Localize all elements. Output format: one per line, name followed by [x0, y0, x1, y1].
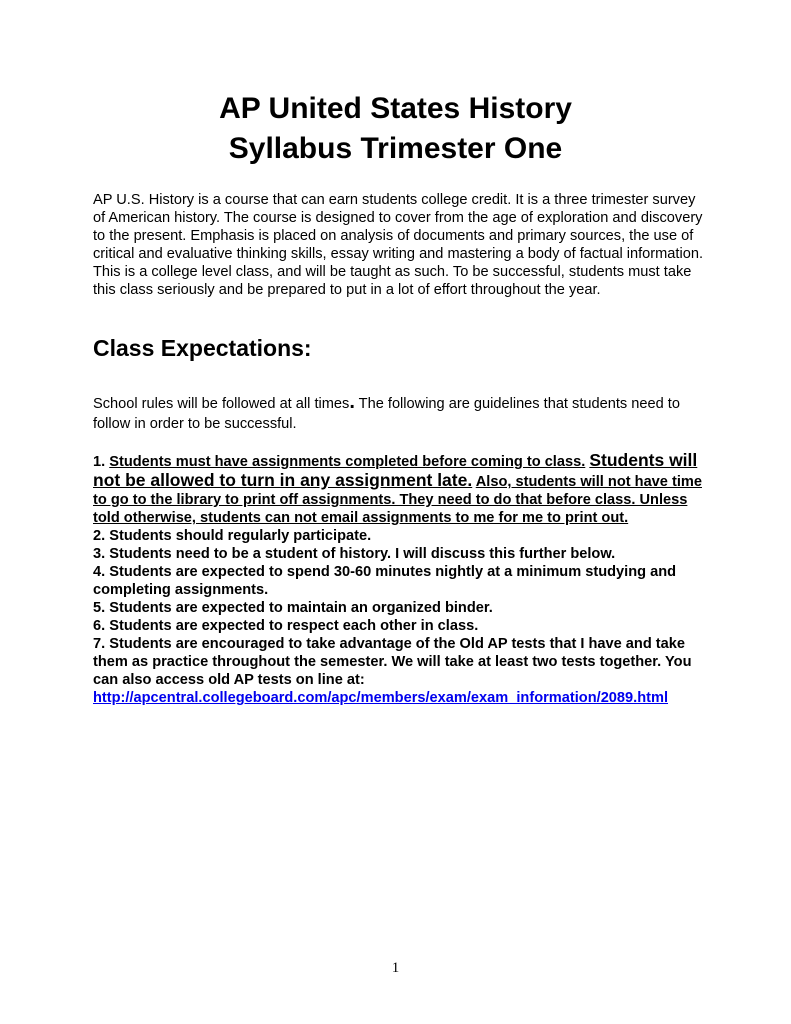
intro-paragraph: AP U.S. History is a course that can earn students college credit. It is a three trimester survey of American history. The course is designed to cover from the age of exploration and discovery to the present. Emphasis is placed on analysis of documents and primary sources, the use of critical and evaluative thinking skills, essay writing and mastering a body of factual information. This is a college level class, and will be taught as such. To be successful, students must take this class seriously and be prepared to put in a lot of effort throughout the year.: [93, 192, 703, 298]
list-item-1-number: 1.: [93, 454, 110, 470]
list-item-3: 3. Students need to be a student of history. I will discuss this further below.: [93, 546, 616, 562]
list-item-1-part-a: Students must have assignments completed before coming to class.: [109, 454, 586, 470]
list-item-2: 2. Students should regularly participate.: [93, 528, 372, 544]
title-line-1: AP United States History: [219, 92, 572, 125]
expectations-list: [93, 451, 705, 707]
list-item-1: [93, 451, 705, 527]
list-item-5: 5. Students are expected to maintain an organized binder.: [93, 600, 493, 616]
rules-intro-text-b: The following are guidelines that students need to follow in order to be successful.: [93, 396, 680, 432]
list-item-7: 7. Students are encouraged to take advantage of the Old AP tests that I have and take them as practice throughout the semester. We will take at least two tests together. You can also access old AP tests on line at:: [93, 636, 692, 688]
list-item-6: 6. Students are expected to respect each other in class.: [93, 618, 479, 634]
rules-intro-text-a: School rules will be followed at all times: [93, 396, 350, 412]
list-item-1-part-c: Also, students will not have time to go to the library to print off assignments. They need to do that before class. Unless told otherwise, students can not email assignments to me for me to print out.: [93, 474, 702, 526]
list-item-1-part-b: Students will not be allowed to turn in any assignment late.: [93, 450, 698, 490]
rules-intro-paragraph: [93, 392, 705, 434]
page-number: 1: [391, 960, 400, 976]
title-line-2: Syllabus Trimester One: [228, 132, 563, 165]
list-item-4: 4. Students are expected to spend 30-60 minutes nightly at a minimum studying and completing assignments.: [93, 564, 677, 598]
rules-intro-period: .: [349, 391, 355, 413]
section-heading-class-expectations: Class Expectations:: [93, 335, 312, 361]
ap-tests-link[interactable]: http://apcentral.collegeboard.com/apc/members/exam/exam_information/2089.html: [93, 690, 669, 706]
